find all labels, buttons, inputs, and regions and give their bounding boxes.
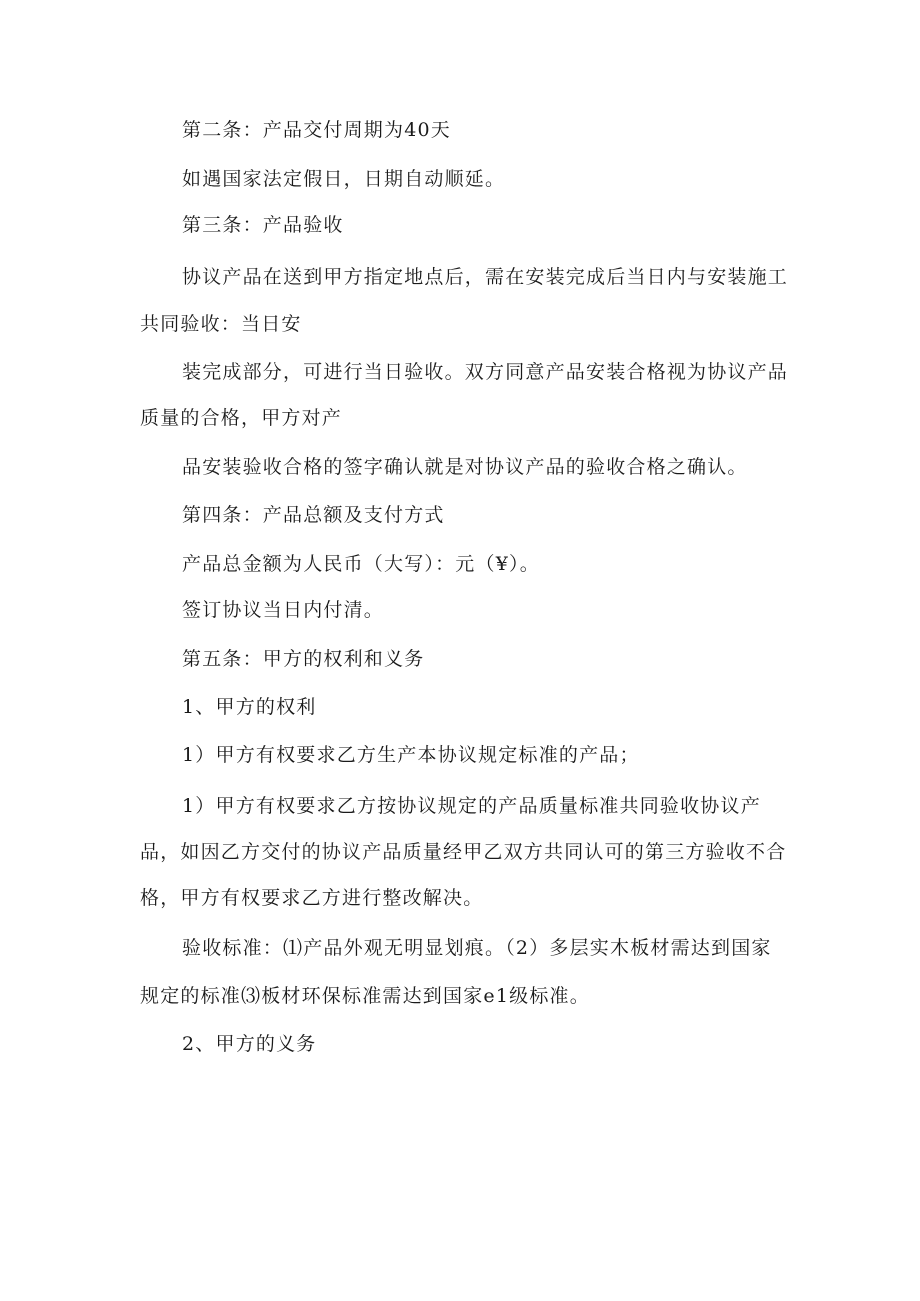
article-5-heading: 第五条：甲方的权利和义务 (182, 648, 425, 670)
article-4-heading: 第四条：产品总额及支付方式 (182, 504, 445, 526)
right-item-2-line-1: 1）甲方有权要求乙方按协议规定的产品质量标准共同验收协议产 (182, 795, 761, 817)
acceptance-standard-line-2: 规定的标准⑶板材环保标准需达到国家e1级标准。 (140, 985, 590, 1007)
party-a-obligations-heading: 2、甲方的义务 (182, 1033, 317, 1055)
right-item-1: 1）甲方有权要求乙方生产本协议规定标准的产品； (182, 744, 640, 766)
acceptance-standard-line-1: 验收标准：⑴产品外观无明显划痕。（2）多层实木板材需达到国家 (182, 937, 772, 959)
acceptance-paragraph-line-1: 协议产品在送到甲方指定地点后，需在安装完成后当日内与安装施工 (182, 266, 789, 288)
acceptance-paragraph-line-5: 品安装验收合格的签字确认就是对协议产品的验收合格之确认。 (182, 456, 748, 478)
right-item-2-line-3: 格，甲方有权要求乙方进行整改解决。 (140, 887, 484, 909)
total-amount-line: 产品总金额为人民币（大写）：元（¥）。 (182, 553, 540, 575)
holiday-clause: 如遇国家法定假日，日期自动顺延。 (182, 168, 506, 190)
right-item-2-line-2: 品，如因乙方交付的协议产品质量经甲乙双方共同认可的第三方验收不合 (140, 841, 787, 863)
acceptance-paragraph-line-4: 质量的合格，甲方对产 (140, 407, 343, 429)
article-2-heading: 第二条：产品交付周期为40天 (182, 119, 451, 141)
acceptance-paragraph-line-3: 装完成部分，可进行当日验收。双方同意产品安装合格视为协议产品 (182, 361, 789, 383)
acceptance-paragraph-line-2: 共同验收：当日安 (140, 313, 302, 335)
payment-term-line: 签订协议当日内付清。 (182, 599, 385, 621)
party-a-rights-heading: 1、甲方的权利 (182, 696, 317, 718)
article-3-heading: 第三条：产品验收 (182, 214, 344, 236)
